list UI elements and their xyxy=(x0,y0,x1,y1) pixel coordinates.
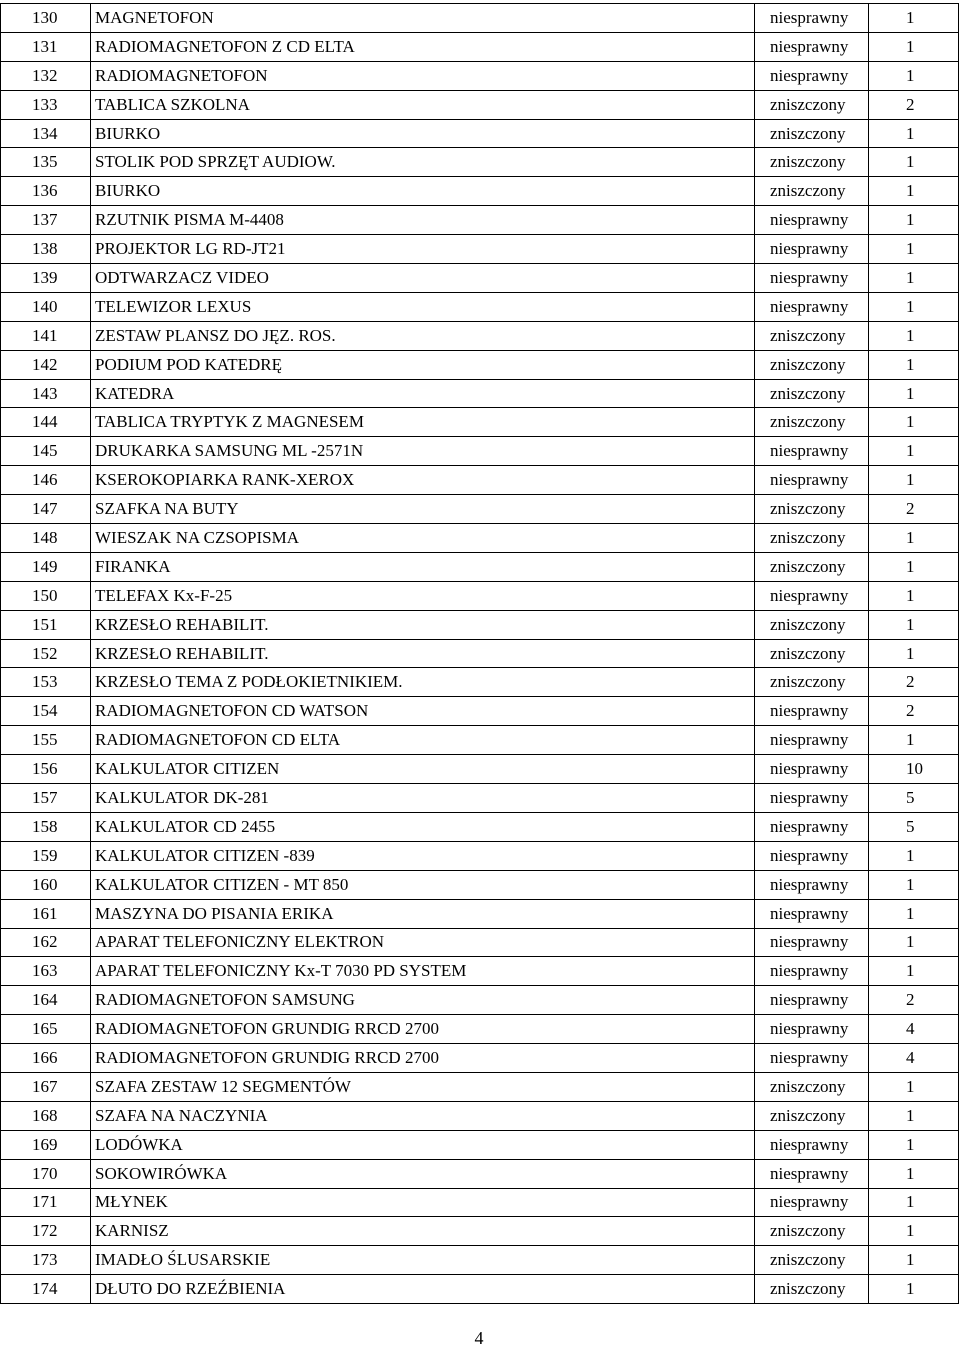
item-status-cell: niesprawny xyxy=(755,466,869,495)
table-row xyxy=(1,610,959,639)
item-quantity-cell: 2 xyxy=(869,986,959,1015)
inventory-table xyxy=(0,3,959,1304)
row-number-cell: 144 xyxy=(1,408,91,437)
item-quantity-cell: 1 xyxy=(869,321,959,350)
table-row xyxy=(1,524,959,553)
table-row xyxy=(1,870,959,899)
row-number-cell: 138 xyxy=(1,235,91,264)
table-row xyxy=(1,437,959,466)
item-status-cell: niesprawny xyxy=(755,755,869,784)
item-quantity-cell: 1 xyxy=(869,264,959,293)
row-number-cell: 135 xyxy=(1,148,91,177)
item-name-cell: RZUTNIK PISMA M-4408 xyxy=(91,206,755,235)
table-row xyxy=(1,957,959,986)
row-number-cell: 158 xyxy=(1,812,91,841)
table-row xyxy=(1,177,959,206)
row-number-cell: 160 xyxy=(1,870,91,899)
row-number-cell: 130 xyxy=(1,4,91,33)
row-number-cell: 145 xyxy=(1,437,91,466)
item-name-cell: KSEROKOPIARKA RANK-XEROX xyxy=(91,466,755,495)
item-name-cell: SZAFA ZESTAW 12 SEGMENTÓW xyxy=(91,1072,755,1101)
item-name-cell: RADIOMAGNETOFON GRUNDIG RRCD 2700 xyxy=(91,1044,755,1073)
item-name-cell: KALKULATOR DK-281 xyxy=(91,784,755,813)
row-number-cell: 147 xyxy=(1,495,91,524)
row-number-cell: 131 xyxy=(1,32,91,61)
table-row xyxy=(1,1015,959,1044)
item-name-cell: WIESZAK NA CZSOPISMA xyxy=(91,524,755,553)
item-name-cell: KRZESŁO REHABILIT. xyxy=(91,610,755,639)
item-status-cell: niesprawny xyxy=(755,4,869,33)
item-name-cell: RADIOMAGNETOFON CD ELTA xyxy=(91,726,755,755)
table-row xyxy=(1,841,959,870)
row-number-cell: 167 xyxy=(1,1072,91,1101)
table-row xyxy=(1,581,959,610)
item-status-cell: zniszczony xyxy=(755,1246,869,1275)
item-status-cell: niesprawny xyxy=(755,61,869,90)
table-row xyxy=(1,321,959,350)
table-row xyxy=(1,1246,959,1275)
table-row xyxy=(1,1072,959,1101)
item-status-cell: zniszczony xyxy=(755,408,869,437)
item-status-cell: niesprawny xyxy=(755,235,869,264)
item-status-cell: zniszczony xyxy=(755,668,869,697)
table-row xyxy=(1,90,959,119)
item-status-cell: niesprawny xyxy=(755,1015,869,1044)
item-name-cell: KATEDRA xyxy=(91,379,755,408)
item-quantity-cell: 1 xyxy=(869,1217,959,1246)
item-status-cell: zniszczony xyxy=(755,1275,869,1304)
item-quantity-cell: 1 xyxy=(869,524,959,553)
item-quantity-cell: 2 xyxy=(869,697,959,726)
row-number-cell: 143 xyxy=(1,379,91,408)
item-quantity-cell: 1 xyxy=(869,206,959,235)
table-row xyxy=(1,899,959,928)
row-number-cell: 139 xyxy=(1,264,91,293)
item-status-cell: niesprawny xyxy=(755,437,869,466)
table-row xyxy=(1,119,959,148)
item-name-cell: MŁYNEK xyxy=(91,1188,755,1217)
row-number-cell: 172 xyxy=(1,1217,91,1246)
inventory-table-body xyxy=(1,4,959,1304)
item-status-cell: zniszczony xyxy=(755,1101,869,1130)
item-name-cell: RADIOMAGNETOFON GRUNDIG RRCD 2700 xyxy=(91,1015,755,1044)
item-name-cell: RADIOMAGNETOFON xyxy=(91,61,755,90)
item-name-cell: ODTWARZACZ VIDEO xyxy=(91,264,755,293)
item-status-cell: zniszczony xyxy=(755,495,869,524)
table-row xyxy=(1,495,959,524)
table-row xyxy=(1,292,959,321)
row-number-cell: 140 xyxy=(1,292,91,321)
row-number-cell: 168 xyxy=(1,1101,91,1130)
table-row xyxy=(1,1159,959,1188)
item-quantity-cell: 1 xyxy=(869,1159,959,1188)
item-quantity-cell: 1 xyxy=(869,1275,959,1304)
item-name-cell: DRUKARKA SAMSUNG ML -2571N xyxy=(91,437,755,466)
row-number-cell: 150 xyxy=(1,581,91,610)
row-number-cell: 136 xyxy=(1,177,91,206)
item-name-cell: KALKULATOR CD 2455 xyxy=(91,812,755,841)
table-row xyxy=(1,4,959,33)
table-row xyxy=(1,148,959,177)
row-number-cell: 156 xyxy=(1,755,91,784)
item-quantity-cell: 1 xyxy=(869,1130,959,1159)
item-name-cell: MASZYNA DO PISANIA ERIKA xyxy=(91,899,755,928)
item-name-cell: TELEWIZOR LEXUS xyxy=(91,292,755,321)
item-quantity-cell: 4 xyxy=(869,1044,959,1073)
item-quantity-cell: 1 xyxy=(869,1101,959,1130)
item-status-cell: niesprawny xyxy=(755,986,869,1015)
item-name-cell: SOKOWIRÓWKA xyxy=(91,1159,755,1188)
item-status-cell: niesprawny xyxy=(755,870,869,899)
row-number-cell: 154 xyxy=(1,697,91,726)
row-number-cell: 170 xyxy=(1,1159,91,1188)
table-row xyxy=(1,235,959,264)
item-name-cell: SZAFA NA NACZYNIA xyxy=(91,1101,755,1130)
row-number-cell: 137 xyxy=(1,206,91,235)
row-number-cell: 161 xyxy=(1,899,91,928)
item-status-cell: niesprawny xyxy=(755,581,869,610)
table-row xyxy=(1,1188,959,1217)
item-status-cell: zniszczony xyxy=(755,1217,869,1246)
item-quantity-cell: 1 xyxy=(869,350,959,379)
table-row xyxy=(1,1275,959,1304)
item-name-cell: RADIOMAGNETOFON CD WATSON xyxy=(91,697,755,726)
row-number-cell: 142 xyxy=(1,350,91,379)
item-name-cell: IMADŁO ŚLUSARSKIE xyxy=(91,1246,755,1275)
row-number-cell: 134 xyxy=(1,119,91,148)
item-quantity-cell: 1 xyxy=(869,639,959,668)
item-quantity-cell: 2 xyxy=(869,495,959,524)
item-name-cell: PODIUM POD KATEDRĘ xyxy=(91,350,755,379)
item-quantity-cell: 1 xyxy=(869,841,959,870)
row-number-cell: 165 xyxy=(1,1015,91,1044)
item-status-cell: zniszczony xyxy=(755,119,869,148)
row-number-cell: 153 xyxy=(1,668,91,697)
item-status-cell: zniszczony xyxy=(755,350,869,379)
row-number-cell: 132 xyxy=(1,61,91,90)
row-number-cell: 163 xyxy=(1,957,91,986)
item-quantity-cell: 2 xyxy=(869,90,959,119)
table-row xyxy=(1,264,959,293)
table-row xyxy=(1,32,959,61)
table-row xyxy=(1,408,959,437)
item-quantity-cell: 1 xyxy=(869,1188,959,1217)
item-quantity-cell: 1 xyxy=(869,899,959,928)
item-status-cell: niesprawny xyxy=(755,1188,869,1217)
item-quantity-cell: 1 xyxy=(869,235,959,264)
row-number-cell: 159 xyxy=(1,841,91,870)
item-status-cell: niesprawny xyxy=(755,1044,869,1073)
item-name-cell: FIRANKA xyxy=(91,552,755,581)
item-status-cell: niesprawny xyxy=(755,292,869,321)
item-quantity-cell: 1 xyxy=(869,408,959,437)
table-row xyxy=(1,726,959,755)
item-quantity-cell: 1 xyxy=(869,610,959,639)
table-row xyxy=(1,986,959,1015)
item-status-cell: niesprawny xyxy=(755,928,869,957)
row-number-cell: 174 xyxy=(1,1275,91,1304)
item-quantity-cell: 1 xyxy=(869,437,959,466)
item-name-cell: RADIOMAGNETOFON Z CD ELTA xyxy=(91,32,755,61)
table-row xyxy=(1,697,959,726)
row-number-cell: 155 xyxy=(1,726,91,755)
row-number-cell: 169 xyxy=(1,1130,91,1159)
item-status-cell: niesprawny xyxy=(755,206,869,235)
table-row xyxy=(1,928,959,957)
item-name-cell: TABLICA SZKOLNA xyxy=(91,90,755,119)
item-status-cell: zniszczony xyxy=(755,639,869,668)
item-status-cell: niesprawny xyxy=(755,899,869,928)
row-number-cell: 151 xyxy=(1,610,91,639)
item-status-cell: niesprawny xyxy=(755,841,869,870)
table-row xyxy=(1,639,959,668)
table-row xyxy=(1,466,959,495)
item-quantity-cell: 5 xyxy=(869,812,959,841)
item-name-cell: TELEFAX Kx-F-25 xyxy=(91,581,755,610)
table-row xyxy=(1,61,959,90)
item-status-cell: zniszczony xyxy=(755,148,869,177)
item-status-cell: niesprawny xyxy=(755,784,869,813)
table-row xyxy=(1,1044,959,1073)
item-quantity-cell: 1 xyxy=(869,870,959,899)
table-row xyxy=(1,206,959,235)
item-name-cell: KRZESŁO REHABILIT. xyxy=(91,639,755,668)
item-quantity-cell: 1 xyxy=(869,581,959,610)
item-name-cell: RADIOMAGNETOFON SAMSUNG xyxy=(91,986,755,1015)
row-number-cell: 148 xyxy=(1,524,91,553)
item-status-cell: zniszczony xyxy=(755,1072,869,1101)
row-number-cell: 162 xyxy=(1,928,91,957)
table-row xyxy=(1,552,959,581)
item-status-cell: zniszczony xyxy=(755,379,869,408)
item-quantity-cell: 1 xyxy=(869,4,959,33)
item-name-cell: KARNISZ xyxy=(91,1217,755,1246)
item-quantity-cell: 1 xyxy=(869,726,959,755)
item-name-cell: BIURKO xyxy=(91,177,755,206)
item-status-cell: niesprawny xyxy=(755,32,869,61)
item-name-cell: APARAT TELEFONICZNY ELEKTRON xyxy=(91,928,755,957)
item-quantity-cell: 1 xyxy=(869,552,959,581)
item-quantity-cell: 1 xyxy=(869,292,959,321)
row-number-cell: 171 xyxy=(1,1188,91,1217)
item-status-cell: zniszczony xyxy=(755,610,869,639)
item-name-cell: LODÓWKA xyxy=(91,1130,755,1159)
item-name-cell: KALKULATOR CITIZEN -839 xyxy=(91,841,755,870)
item-quantity-cell: 2 xyxy=(869,668,959,697)
table-row xyxy=(1,668,959,697)
row-number-cell: 141 xyxy=(1,321,91,350)
item-quantity-cell: 1 xyxy=(869,1072,959,1101)
item-name-cell: KRZESŁO TEMA Z PODŁOKIETNIKIEM. xyxy=(91,668,755,697)
row-number-cell: 146 xyxy=(1,466,91,495)
item-quantity-cell: 1 xyxy=(869,928,959,957)
row-number-cell: 166 xyxy=(1,1044,91,1073)
item-name-cell: APARAT TELEFONICZNY Kx-T 7030 PD SYSTEM xyxy=(91,957,755,986)
item-name-cell: KALKULATOR CITIZEN - MT 850 xyxy=(91,870,755,899)
item-status-cell: niesprawny xyxy=(755,1130,869,1159)
item-quantity-cell: 1 xyxy=(869,32,959,61)
row-number-cell: 173 xyxy=(1,1246,91,1275)
item-name-cell: TABLICA TRYPTYK Z MAGNESEM xyxy=(91,408,755,437)
item-quantity-cell: 10 xyxy=(869,755,959,784)
table-row xyxy=(1,784,959,813)
item-status-cell: niesprawny xyxy=(755,697,869,726)
item-name-cell: DŁUTO DO RZEŹBIENIA xyxy=(91,1275,755,1304)
item-status-cell: niesprawny xyxy=(755,812,869,841)
row-number-cell: 164 xyxy=(1,986,91,1015)
row-number-cell: 152 xyxy=(1,639,91,668)
item-status-cell: zniszczony xyxy=(755,90,869,119)
item-name-cell: PROJEKTOR LG RD-JT21 xyxy=(91,235,755,264)
item-quantity-cell: 4 xyxy=(869,1015,959,1044)
item-quantity-cell: 1 xyxy=(869,61,959,90)
page-number: 4 xyxy=(474,1328,484,1348)
table-row xyxy=(1,1101,959,1130)
item-status-cell: niesprawny xyxy=(755,1159,869,1188)
item-status-cell: zniszczony xyxy=(755,524,869,553)
item-name-cell: MAGNETOFON xyxy=(91,4,755,33)
table-row xyxy=(1,812,959,841)
row-number-cell: 133 xyxy=(1,90,91,119)
item-status-cell: zniszczony xyxy=(755,177,869,206)
item-quantity-cell: 1 xyxy=(869,148,959,177)
item-quantity-cell: 1 xyxy=(869,957,959,986)
item-quantity-cell: 5 xyxy=(869,784,959,813)
item-name-cell: STOLIK POD SPRZĘT AUDIOW. xyxy=(91,148,755,177)
item-status-cell: niesprawny xyxy=(755,726,869,755)
item-status-cell: zniszczony xyxy=(755,321,869,350)
item-status-cell: zniszczony xyxy=(755,552,869,581)
item-name-cell: KALKULATOR CITIZEN xyxy=(91,755,755,784)
row-number-cell: 149 xyxy=(1,552,91,581)
table-row xyxy=(1,379,959,408)
table-row xyxy=(1,1130,959,1159)
item-name-cell: BIURKO xyxy=(91,119,755,148)
item-quantity-cell: 1 xyxy=(869,1246,959,1275)
item-quantity-cell: 1 xyxy=(869,379,959,408)
item-quantity-cell: 1 xyxy=(869,177,959,206)
row-number-cell: 157 xyxy=(1,784,91,813)
table-row xyxy=(1,350,959,379)
table-row xyxy=(1,1217,959,1246)
item-name-cell: ZESTAW PLANSZ DO JĘZ. ROS. xyxy=(91,321,755,350)
item-name-cell: SZAFKA NA BUTY xyxy=(91,495,755,524)
item-status-cell: niesprawny xyxy=(755,957,869,986)
item-quantity-cell: 1 xyxy=(869,466,959,495)
item-status-cell: niesprawny xyxy=(755,264,869,293)
item-quantity-cell: 1 xyxy=(869,119,959,148)
table-row xyxy=(1,755,959,784)
